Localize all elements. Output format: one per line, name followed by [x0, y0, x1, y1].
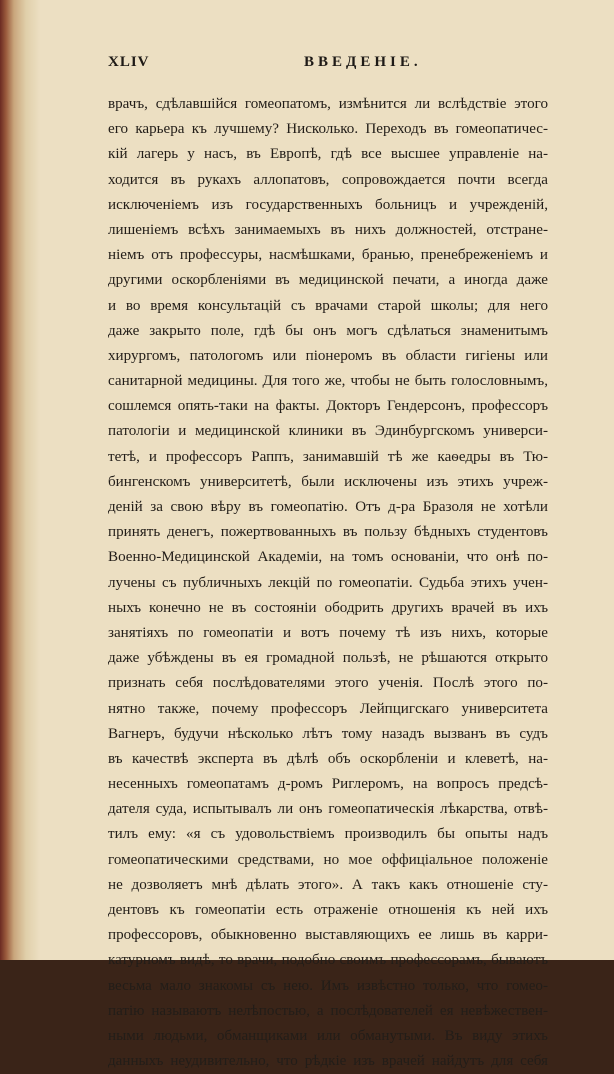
page-header [108, 54, 548, 78]
text-line: Военно-Медицинской Академіи, на томъ основаніи, что онѣ по- [108, 549, 548, 566]
text-line: ными людьми, обманщиками или обманутыми. Въ виду этихъ [108, 1027, 548, 1044]
text-line: занятіяхъ по гомеопатіи и вотъ почему тѣ изъ нихъ, которые [108, 624, 548, 641]
text-line: въ качествѣ эксперта въ дѣлѣ объ оскорбленіи и клеветѣ, на- [108, 750, 548, 767]
text-line: тилъ ему: «я съ удовольствіемъ производилъ бы опыты надъ [108, 826, 548, 843]
text-line: данныхъ неудивительно, что рѣдкіе изъ врачей найдутъ для себя [108, 1053, 548, 1070]
text-line: даже закрыто поле, гдѣ бы онъ могъ сдѣлаться знаменитымъ [108, 322, 548, 339]
text-line: врачъ, сдѣлавшійся гомеопатомъ, измѣнится ли вслѣдствіе этого [108, 96, 548, 112]
text-line: деній за свою вѣру въ гомеопатію. Отъ д-ра Бразоля не хотѣли [108, 499, 548, 515]
text-line: его карьера къ лучшему? Нисколько. Переходъ въ гомеопатичес- [108, 121, 548, 138]
text-line: патологіи и медицинской клиники въ Эдинбургскомъ универси- [108, 423, 548, 440]
text-line: дателя суда, испытывалъ ли онъ гомеопатическія лѣкарства, отвѣ- [108, 801, 548, 818]
page-number: XLIV [108, 54, 150, 70]
text-line: санитарной медицины. Для того же, чтобы не быть голословнымъ, [108, 373, 548, 390]
text-line: сошлемся опять-таки на факты. Докторъ Гендерсонъ, профессоръ [108, 398, 548, 415]
text-line: бингенскомъ университетѣ, были исключены изъ этихъ учреж- [108, 473, 548, 490]
text-line: дентовъ къ гомеопатіи есть отраженіе отношенія къ ней ихъ [108, 902, 548, 918]
text-line: хирургомъ, патологомъ или піонеромъ въ области гигіены или [108, 347, 548, 364]
text-line: патію называютъ нелѣпостью, а послѣдователей ея невѣжествен- [108, 1002, 548, 1019]
text-line: лишеніемъ всѣхъ занимаемыхъ въ нихъ должностей, отстране- [108, 221, 548, 238]
text-line: не дозволяетъ мнѣ дѣлать этого». А такъ какъ отношеніе сту- [108, 876, 548, 893]
text-line: Вагнеръ, будучи нѣсколько лѣтъ тому назадъ вызванъ въ судъ [108, 725, 548, 742]
text-line: и во время консультацій съ врачами старой школы; для него [108, 297, 548, 314]
text-line: катурномъ видѣ, то врачи, подобно своимъ профессорамъ, бываютъ [108, 952, 548, 969]
text-line: профессоровъ, обыкновенно выставляющихъ ее лишь въ карри- [108, 927, 548, 944]
text-line: несенныхъ гомеопатамъ д-ромъ Риглеромъ, на вопросъ предсѣ- [108, 776, 548, 793]
text-line: ныхъ конечно не въ состояніи ободрить другихъ врачей въ ихъ [108, 599, 548, 616]
text-line: лучены съ публичныхъ лекцій по гомеопатіи. Судьба этихъ учен- [108, 574, 548, 591]
running-title: ВВЕДЕНIЕ. [304, 54, 422, 70]
text-line: принять денегъ, пожертвованныхъ въ пользу бѣдныхъ студентовъ [108, 524, 548, 541]
text-line: кій лагерь у насъ, въ Европѣ, гдѣ все высшее управленіе на- [108, 146, 548, 163]
text-line: даже убѣждены въ ея громадной пользѣ, не рѣшаются открыто [108, 650, 548, 667]
text-line: ніемъ отъ профессуры, насмѣшками, бранью, пренебреженіемъ и [108, 247, 548, 264]
text-line: ходится въ рукахъ аллопатовъ, сопровождается почти всегда [108, 171, 548, 188]
text-line: тетѣ, и профессоръ Раппъ, занимавшій тѣ же каѳедры въ Тю- [108, 448, 548, 465]
text-line: нятно также, почему профессоръ Лейпцигскаго университета [108, 700, 548, 717]
text-line: исключеніемъ изъ государственныхъ больницъ и учрежденій, [108, 196, 548, 213]
text-line: признать себя послѣдователями этого ученія. Послѣ этого по- [108, 675, 548, 692]
body-text [108, 92, 548, 1074]
page-binding-edge [0, 0, 40, 960]
text-line: весьма мало знакомы съ нею. Имъ извѣстно только, что гомео- [108, 977, 548, 994]
text-line: другими оскорбленіями въ медицинской печати, а иногда даже [108, 272, 548, 289]
text-line: гомеопатическими средствами, но мое оффиціальное положеніе [108, 851, 548, 868]
